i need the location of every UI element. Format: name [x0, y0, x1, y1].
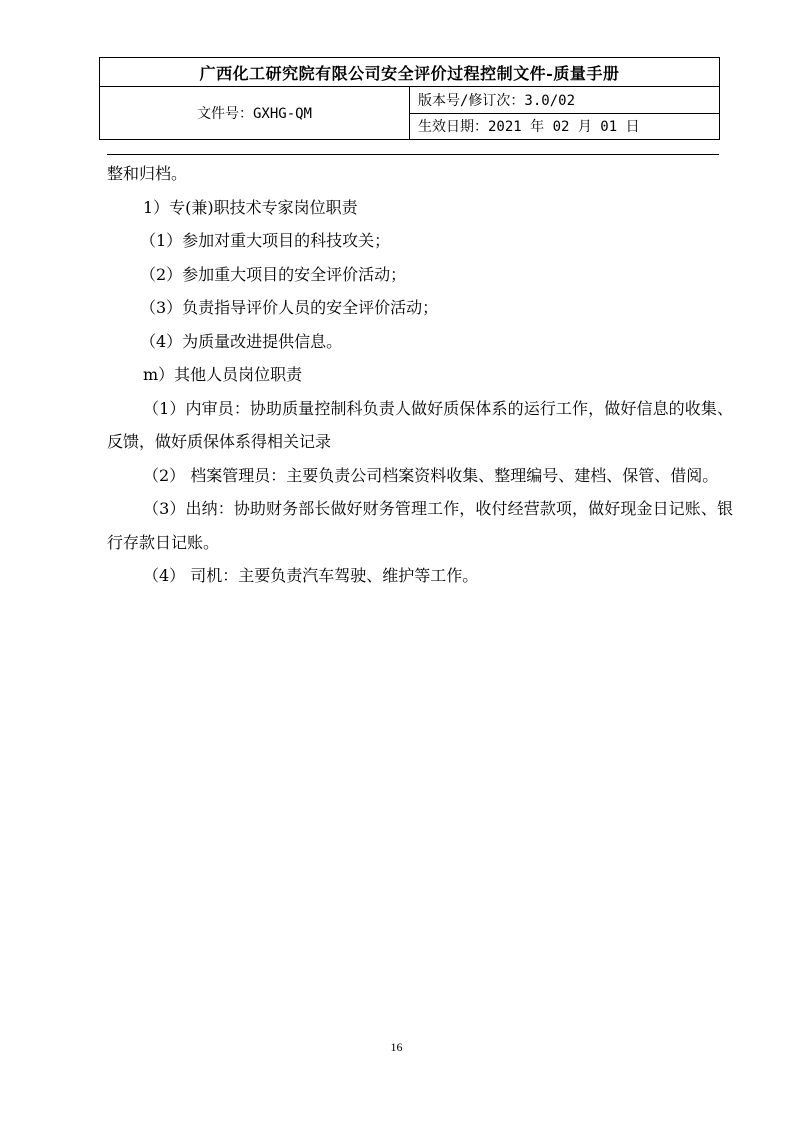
document-body — [107, 157, 733, 593]
list-item: （1）内审员：协助质量控制科负责人做好质保体系的运行工作，做好信息的收集、反馈，做好质保体系得相关记录 — [107, 398, 733, 451]
section-heading: m）其他人员岗位职责 — [143, 365, 303, 384]
list-item: （4）为质量改进提供信息。 — [140, 331, 343, 351]
body-line: 整和归档。 — [107, 164, 188, 183]
list-item: （1）参加对重大项目的科技攻关； — [140, 231, 391, 250]
document-header-table — [99, 57, 720, 140]
list-item: （4） 司机：主要负责汽车驾驶、维护等工作。 — [143, 566, 479, 585]
page-number: 16 — [390, 1040, 403, 1054]
document-number: 文件号：GXHG-QM — [100, 87, 410, 140]
version-number: 版本号/修订次：3.0/02 — [410, 87, 720, 114]
list-item: （3）出纳：协助财务部长做好财务管理工作，收付经营款项，做好现金日记账、银行存款日记账。 — [107, 499, 733, 552]
list-item: （3）负责指导评价人员的安全评价活动； — [140, 298, 439, 317]
header-divider — [107, 154, 719, 155]
effective-date: 生效日期：2021 年 02 月 01 日 — [410, 113, 720, 140]
document-title: 广西化工研究院有限公司安全评价过程控制文件-质量手册 — [100, 58, 720, 87]
section-heading: 1）专(兼)职技术专家岗位职责 — [143, 197, 358, 217]
list-item: （2） 档案管理员：主要负责公司档案资料收集、整理编号、建档、保管、借阅。 — [143, 465, 719, 485]
list-item: （2）参加重大项目的安全评价活动； — [140, 264, 407, 284]
